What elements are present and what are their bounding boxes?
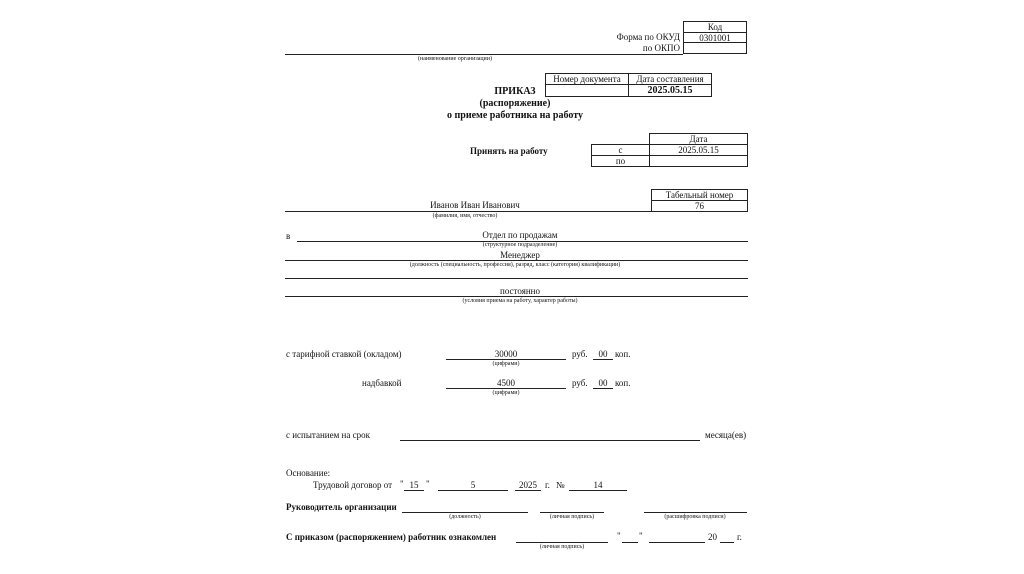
head-decode-caption: (расшифровка подписи) bbox=[664, 514, 726, 520]
in-label: в bbox=[286, 231, 291, 241]
hire-from-label: с bbox=[591, 144, 650, 156]
hire-to-value bbox=[649, 155, 748, 167]
rate-label: с тарифной ставкой (окладом) bbox=[286, 349, 402, 359]
contract-month-line bbox=[438, 490, 508, 491]
rate-line bbox=[446, 359, 566, 360]
ack-signature-line bbox=[516, 542, 608, 543]
conditions-caption: (условия приема на работу, характер работы) bbox=[462, 298, 578, 304]
bonus-kop-line bbox=[593, 388, 613, 389]
bonus-value: 4500 bbox=[497, 378, 515, 388]
position-line bbox=[285, 260, 748, 261]
position-caption: (должность (специальность, профессия), разряд, класс (категория) квалификации) bbox=[409, 262, 621, 268]
organization-line bbox=[285, 54, 683, 55]
contract-number: 14 bbox=[593, 480, 603, 490]
head-signature-caption: (личная подпись) bbox=[549, 514, 595, 520]
doc-date-cell: 2025.05.15 bbox=[628, 84, 712, 97]
head-label: Руководитель организации bbox=[286, 502, 397, 512]
contract-quote-close: " bbox=[426, 479, 430, 489]
ack-year-prefix: 20 bbox=[708, 532, 717, 542]
contract-number-line bbox=[569, 490, 627, 491]
hire-from-value: 2025.05.15 bbox=[649, 144, 748, 156]
ack-quote-close: " bbox=[639, 531, 643, 541]
doc-number-header: Номер документа bbox=[545, 73, 629, 85]
order-title: ПРИКАЗ bbox=[494, 86, 536, 97]
conditions-value: постоянно bbox=[500, 286, 540, 296]
order-subtitle: (распоряжение) bbox=[479, 98, 551, 109]
bonus-kop-label: коп. bbox=[615, 378, 631, 388]
contract-day-line bbox=[404, 490, 424, 491]
hire-label: Принять на работу bbox=[470, 146, 548, 156]
okud-label: Форма по ОКУД bbox=[616, 32, 680, 42]
head-position-line bbox=[402, 512, 528, 513]
okpo-label: по ОКПО bbox=[642, 43, 680, 53]
order-purpose: о приеме работника на работу bbox=[447, 110, 583, 121]
organization-caption: (наименование организации) bbox=[418, 56, 492, 62]
employee-name-caption: (фамилия, имя, отчество) bbox=[432, 213, 498, 219]
basis-label: Основание: bbox=[286, 468, 331, 478]
ack-year-line bbox=[720, 542, 734, 543]
position-extra-line bbox=[285, 278, 748, 279]
employee-name: Иванов Иван Иванович bbox=[430, 200, 520, 210]
hire-date-header: Дата bbox=[649, 133, 748, 145]
contract-label: Трудовой договор от bbox=[313, 480, 393, 490]
probation-line bbox=[400, 440, 700, 441]
rate-digits-caption: (цифрами) bbox=[492, 361, 520, 367]
position-value: Менеджер bbox=[500, 250, 540, 260]
doc-date-header: Дата составления bbox=[628, 73, 712, 85]
contract-day: 15 bbox=[409, 480, 419, 490]
rate-kop-label: коп. bbox=[615, 349, 631, 359]
ack-quote-open: " bbox=[617, 531, 621, 541]
rate-rub-label: руб. bbox=[572, 349, 588, 359]
bonus-rub-label: руб. bbox=[572, 378, 588, 388]
head-position-caption: (должность) bbox=[449, 514, 481, 520]
tab-number-cell: 76 bbox=[651, 200, 748, 212]
contract-year-suffix: г. bbox=[545, 480, 550, 490]
bonus-kop-value: 00 bbox=[598, 378, 608, 388]
ack-month-line bbox=[649, 542, 705, 543]
probation-label: с испытанием на срок bbox=[286, 430, 370, 440]
probation-unit: месяца(ев) bbox=[705, 430, 747, 440]
rate-kop-value: 00 bbox=[598, 349, 608, 359]
contract-year-line bbox=[515, 490, 541, 491]
bonus-line bbox=[446, 388, 566, 389]
ack-label: С приказом (распоряжением) работник ознакомлен bbox=[286, 532, 497, 542]
rate-value: 30000 bbox=[494, 349, 518, 359]
okpo-value-cell bbox=[683, 42, 747, 54]
conditions-line bbox=[285, 296, 748, 297]
bonus-digits-caption: (цифрами) bbox=[492, 390, 520, 396]
ack-year-suffix: г. bbox=[737, 532, 742, 542]
employee-name-line bbox=[285, 211, 651, 212]
bonus-label: надбавкой bbox=[362, 378, 402, 388]
head-decode-line bbox=[644, 512, 747, 513]
department-caption: (структурное подразделение) bbox=[482, 242, 558, 248]
contract-year: 2025 bbox=[519, 480, 537, 490]
contract-number-sign: № bbox=[556, 480, 565, 490]
hire-to-label: по bbox=[591, 155, 650, 167]
head-signature-line bbox=[540, 512, 604, 513]
rate-kop-line bbox=[593, 359, 613, 360]
contract-month: 5 bbox=[470, 480, 476, 490]
ack-day-line bbox=[622, 542, 638, 543]
code-header-cell: Код bbox=[683, 21, 747, 33]
okud-value-cell: 0301001 bbox=[683, 32, 747, 43]
department-value: Отдел по продажам bbox=[482, 230, 558, 240]
tab-number-header: Табельный номер bbox=[651, 189, 748, 201]
contract-quote-open: " bbox=[400, 479, 404, 489]
ack-signature-caption: (личная подпись) bbox=[539, 544, 585, 550]
